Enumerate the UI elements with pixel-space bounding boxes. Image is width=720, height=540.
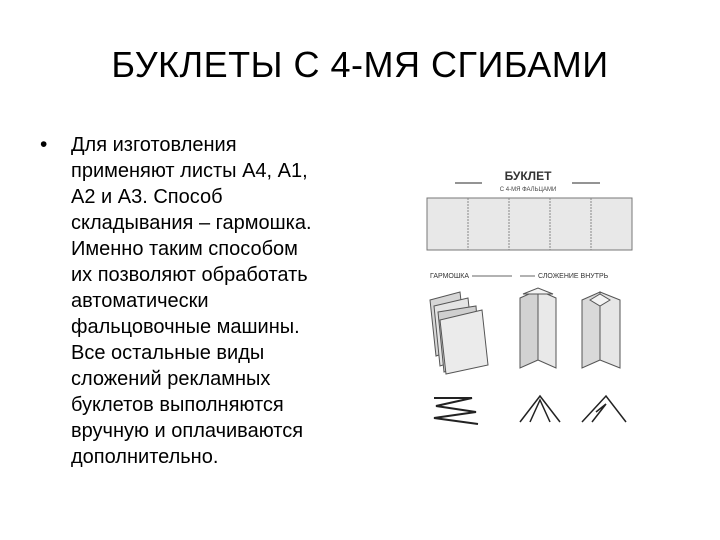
inside-fold-drawing-2 [582, 292, 620, 368]
accordion-fold-drawing [430, 292, 488, 374]
illustration-heading: БУКЛЕТ [504, 169, 552, 183]
illustration-subheading: С 4-МЯ ФАЛЬЦАМИ [499, 187, 557, 193]
bullet-dot: • [40, 133, 48, 156]
inside-fold-cross-section-2 [582, 396, 626, 422]
accordion-cross-section [434, 398, 478, 424]
bullet-text: Для изготовления применяют листы А4, А1, А2 и А3. Способ складывания – гармошка. Именно таким способом их позволяют обработать автоматически фальцовочные машины. Все остальные виды сложений рекламных буклетов выполняются вручную и оплачиваются дополнительно. [71, 134, 312, 468]
slide-title: БУКЛЕТЫ С 4-МЯ СГИБАМИ [111, 44, 609, 85]
unfolded-sheet [427, 198, 632, 250]
booklet-illustration [420, 160, 635, 440]
inside-fold-drawing-1 [520, 288, 556, 368]
inside-fold-cross-section-1 [520, 396, 560, 422]
label-inside-fold: СЛОЖЕНИЕ ВНУТРЬ [538, 273, 609, 280]
label-accordion: ГАРМОШКА [430, 273, 470, 280]
